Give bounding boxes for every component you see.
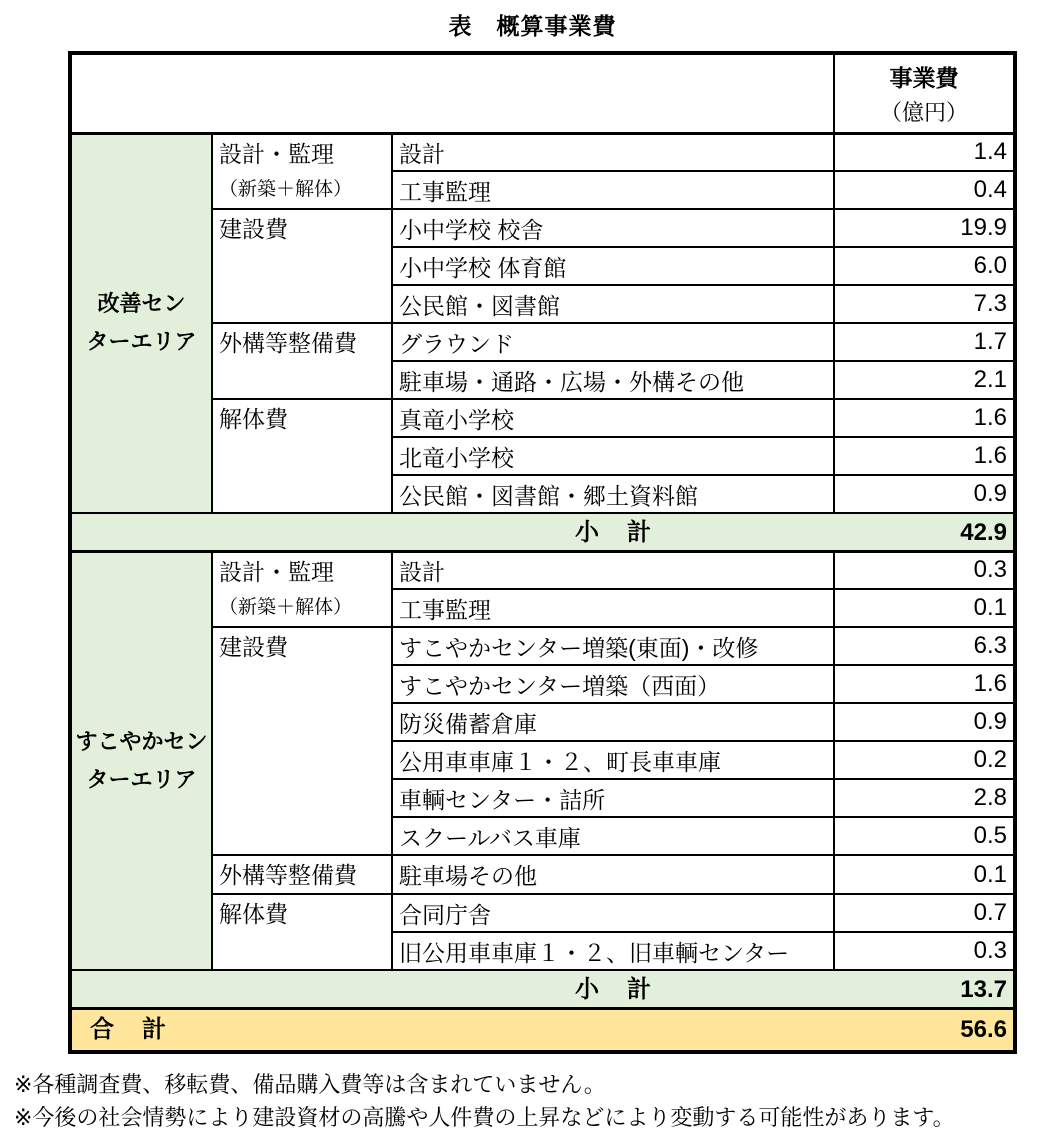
category-cell xyxy=(212,627,392,855)
item-value-cell: 1.6 xyxy=(834,399,1015,437)
area-label-line1: 改善セン xyxy=(97,291,186,317)
item-label-cell: 北竜小学校 xyxy=(392,437,834,475)
item-row xyxy=(70,133,1015,171)
item-value-cell: 1.4 xyxy=(834,133,1015,171)
item-label-cell: 駐車場・通路・広場・外構その他 xyxy=(392,361,834,399)
category-label: 建設費 xyxy=(219,634,288,660)
footnote-2: ※今後の社会情勢により建設資材の高騰や人件費の上昇などにより変動する可能性があります。 xyxy=(14,1104,955,1130)
category-note: （新築＋解体） xyxy=(219,178,353,200)
subtotal-row-sukoyaka xyxy=(70,970,1015,1008)
item-label-cell: グラウンド xyxy=(392,323,834,361)
cost-column-unit: （億円） xyxy=(879,100,968,126)
category-note: （新築＋解体） xyxy=(219,596,353,618)
area-label-line1: すこやかセン xyxy=(75,728,208,754)
item-label-cell: 小中学校 校舎 xyxy=(392,209,834,247)
item-value-cell: 0.1 xyxy=(834,855,1015,894)
item-row xyxy=(70,894,1015,932)
category-cell xyxy=(212,855,392,894)
item-value-cell: 2.1 xyxy=(834,361,1015,399)
item-value-cell: 0.1 xyxy=(834,589,1015,627)
table-title: 表 概算事業費 xyxy=(448,13,617,39)
area-cell-kaizen xyxy=(70,133,212,513)
item-label-cell: 防災備蓄倉庫 xyxy=(392,703,834,741)
subtotal-label: 小 計 xyxy=(575,519,653,546)
item-row xyxy=(70,209,1015,247)
total-cell xyxy=(70,1008,1015,1052)
item-value-cell: 0.4 xyxy=(834,171,1015,209)
footnotes xyxy=(14,1068,1062,1134)
category-label: 解体費 xyxy=(219,901,288,927)
item-label-cell: 公民館・図書館 xyxy=(392,285,834,323)
item-label-cell: すこやかセンター増築(東面)・改修 xyxy=(392,627,834,665)
item-label-cell: 小中学校 体育館 xyxy=(392,247,834,285)
item-value-cell: 1.6 xyxy=(834,437,1015,475)
item-row xyxy=(70,551,1015,589)
category-label: 設計・監理 xyxy=(219,140,334,167)
header-cost-cell xyxy=(834,53,1015,133)
item-value-cell: 0.3 xyxy=(834,551,1015,589)
category-cell xyxy=(212,551,392,627)
item-value-cell: 7.3 xyxy=(834,285,1015,323)
item-row xyxy=(70,323,1015,361)
area-label-line2: ターエリア xyxy=(86,329,197,355)
item-label-cell: 駐車場その他 xyxy=(392,855,834,894)
item-value-cell: 0.9 xyxy=(834,703,1015,741)
category-cell xyxy=(212,399,392,513)
item-value-cell: 0.9 xyxy=(834,475,1015,513)
area-cell-sukoyaka xyxy=(70,551,212,970)
item-label-cell: 工事監理 xyxy=(392,171,834,209)
item-row xyxy=(70,399,1015,437)
item-value-cell: 1.6 xyxy=(834,665,1015,703)
item-label-cell: スクールバス車庫 xyxy=(392,817,834,855)
category-label: 外構等整備費 xyxy=(219,330,357,356)
header-empty-cell xyxy=(70,53,834,133)
category-label: 設計・監理 xyxy=(219,558,334,585)
item-row xyxy=(70,627,1015,665)
item-label-cell: 旧公用車車庫１・２、旧車輌センター xyxy=(392,932,834,970)
item-value-cell: 1.7 xyxy=(834,323,1015,361)
item-value-cell: 19.9 xyxy=(834,209,1015,247)
category-label: 外構等整備費 xyxy=(219,862,357,888)
item-value-cell: 6.3 xyxy=(834,627,1015,665)
total-label: 合 計 xyxy=(90,1015,168,1043)
item-label-cell: すこやかセンター増築（西面） xyxy=(392,665,834,703)
item-label-cell: 車輌センター・詰所 xyxy=(392,779,834,817)
item-label-cell: 設計 xyxy=(392,551,834,589)
category-cell xyxy=(212,133,392,209)
item-value-cell: 0.3 xyxy=(834,932,1015,970)
subtotal-label: 小 計 xyxy=(575,976,653,1003)
item-row xyxy=(70,855,1015,894)
item-label-cell: 真竜小学校 xyxy=(392,399,834,437)
item-value-cell: 0.2 xyxy=(834,741,1015,779)
header-row xyxy=(70,53,1015,133)
footnote-1: ※各種調査費、移転費、備品購入費等は含まれていません。 xyxy=(14,1071,606,1097)
category-cell xyxy=(212,894,392,970)
subtotal-value: 42.9 xyxy=(960,519,1007,546)
category-label: 解体費 xyxy=(219,406,288,432)
subtotal-row-kaizen xyxy=(70,513,1015,551)
item-value-cell: 6.0 xyxy=(834,247,1015,285)
subtotal-cell xyxy=(70,970,1015,1008)
item-label-cell: 公用車車庫１・２、町長車車庫 xyxy=(392,741,834,779)
category-label: 建設費 xyxy=(219,216,288,242)
category-cell xyxy=(212,209,392,323)
cost-table xyxy=(68,51,1017,1054)
item-label-cell: 合同庁舎 xyxy=(392,894,834,932)
total-value: 56.6 xyxy=(960,1015,1007,1043)
item-label-cell: 公民館・図書館・郷土資料館 xyxy=(392,475,834,513)
item-label-cell: 工事監理 xyxy=(392,589,834,627)
area-label-line2: ターエリア xyxy=(86,766,197,792)
category-cell xyxy=(212,323,392,399)
cost-column-label: 事業費 xyxy=(889,65,959,92)
item-value-cell: 2.8 xyxy=(834,779,1015,817)
item-value-cell: 0.5 xyxy=(834,817,1015,855)
total-row xyxy=(70,1008,1015,1052)
subtotal-value: 13.7 xyxy=(960,976,1007,1003)
item-value-cell: 0.7 xyxy=(834,894,1015,932)
item-label-cell: 設計 xyxy=(392,133,834,171)
subtotal-cell xyxy=(70,513,1015,551)
